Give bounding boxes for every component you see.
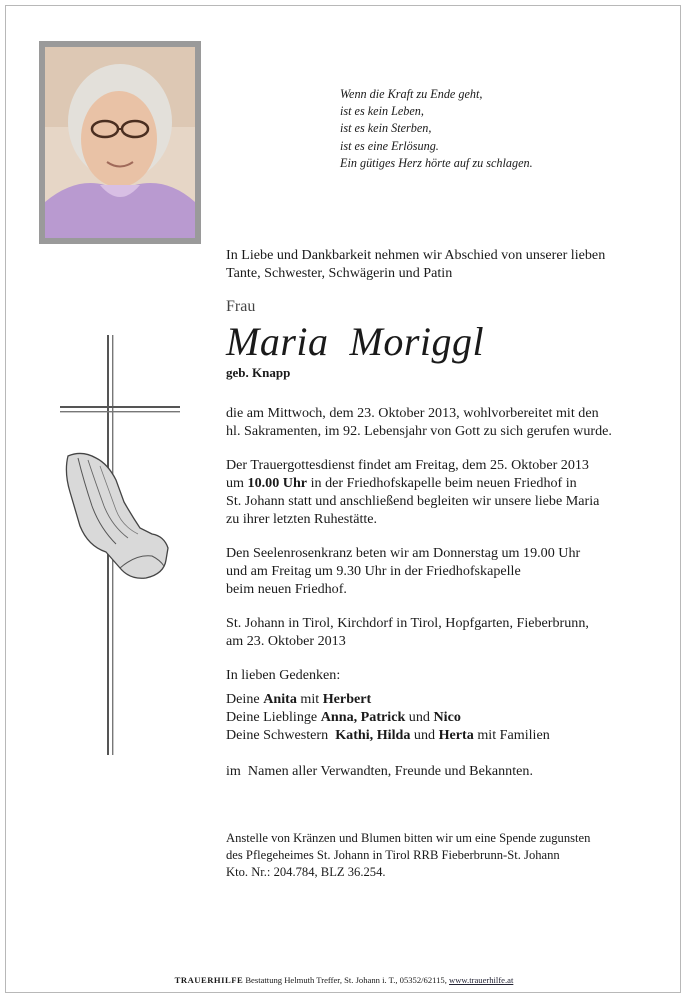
footer-link[interactable]: www.trauerhilfe.at — [449, 975, 514, 985]
rosary-line: Den Seelenrosenkranz beten wir am Donnerstag um 19.00 Uhr — [226, 545, 581, 561]
mourner-line: Deine Lieblinge Anna, Patrick und Nico — [226, 709, 461, 725]
rosary-line: und am Freitag um 9.30 Uhr in der Friedhofskapelle — [226, 563, 521, 579]
place-line: am 23. Oktober 2013 — [226, 633, 346, 649]
intro-line: In Liebe und Dankbarkeit nehmen wir Abschied von unserer lieben — [226, 247, 606, 263]
donation-line: Kto. Nr.: 204.784, BLZ 36.254. — [226, 865, 386, 879]
poem-line: ist es eine Erlösung. — [340, 138, 439, 153]
rosary-line: beim neuen Friedhof. — [226, 581, 347, 597]
birth-name: geb. Knapp — [226, 365, 291, 380]
portrait-photo — [45, 47, 195, 238]
footer-brand: TRAUERHILFE — [174, 975, 244, 985]
footer-text: Bestattung Helmuth Treffer, St. Johann i. T., 05352/62115, — [243, 975, 449, 985]
service-line: zu ihrer letzten Ruhestätte. — [226, 511, 378, 527]
footer — [0, 975, 688, 985]
poem — [340, 86, 533, 172]
donation-line: des Pflegeheimes St. Johann in Tirol RRB Fieberbrunn-St. Johann — [226, 848, 560, 862]
deceased-name: Maria Moriggl — [226, 319, 485, 364]
memory-heading: In lieben Gedenken: — [226, 667, 341, 683]
mourner-line: Deine Anita mit Herbert — [226, 691, 372, 707]
relatives-line: im Namen aller Verwandten, Freunde und Bekannten. — [226, 763, 533, 779]
intro-line: Tante, Schwester, Schwägerin und Patin — [226, 265, 453, 281]
death-line: hl. Sakramenten, im 92. Lebensjahr von Gott zu sich gerufen wurde. — [226, 423, 612, 439]
mourner-line: Deine Schwestern Kathi, Hilda und Herta mit Familien — [226, 727, 550, 743]
cross-icon — [60, 330, 180, 760]
poem-line: Wenn die Kraft zu Ende geht, — [340, 87, 483, 101]
death-line: die am Mittwoch, dem 23. Oktober 2013, wohlvorbereitet mit den — [226, 405, 599, 421]
service-line: Der Trauergottesdienst findet am Freitag, dem 25. Oktober 2013 — [226, 457, 589, 473]
salutation: Frau — [226, 298, 256, 315]
poem-line: ist es kein Sterben, — [340, 121, 432, 136]
donation-line: Anstelle von Kränzen und Blumen bitten wir um eine Spende zugunsten — [226, 831, 591, 845]
poem-line: Ein gütiges Herz hörte auf zu schlagen. — [340, 155, 533, 170]
poem-line: ist es kein Leben, — [340, 104, 424, 119]
praying-hands-icon — [66, 453, 168, 578]
place-line: St. Johann in Tirol, Kirchdorf in Tirol, Hopfgarten, Fieberbrunn, — [226, 615, 589, 631]
service-line: um 10.00 Uhr in der Friedhofskapelle beim neuen Friedhof in — [226, 475, 577, 491]
service-line: St. Johann statt und anschließend begleiten wir unsere liebe Maria — [226, 493, 600, 509]
